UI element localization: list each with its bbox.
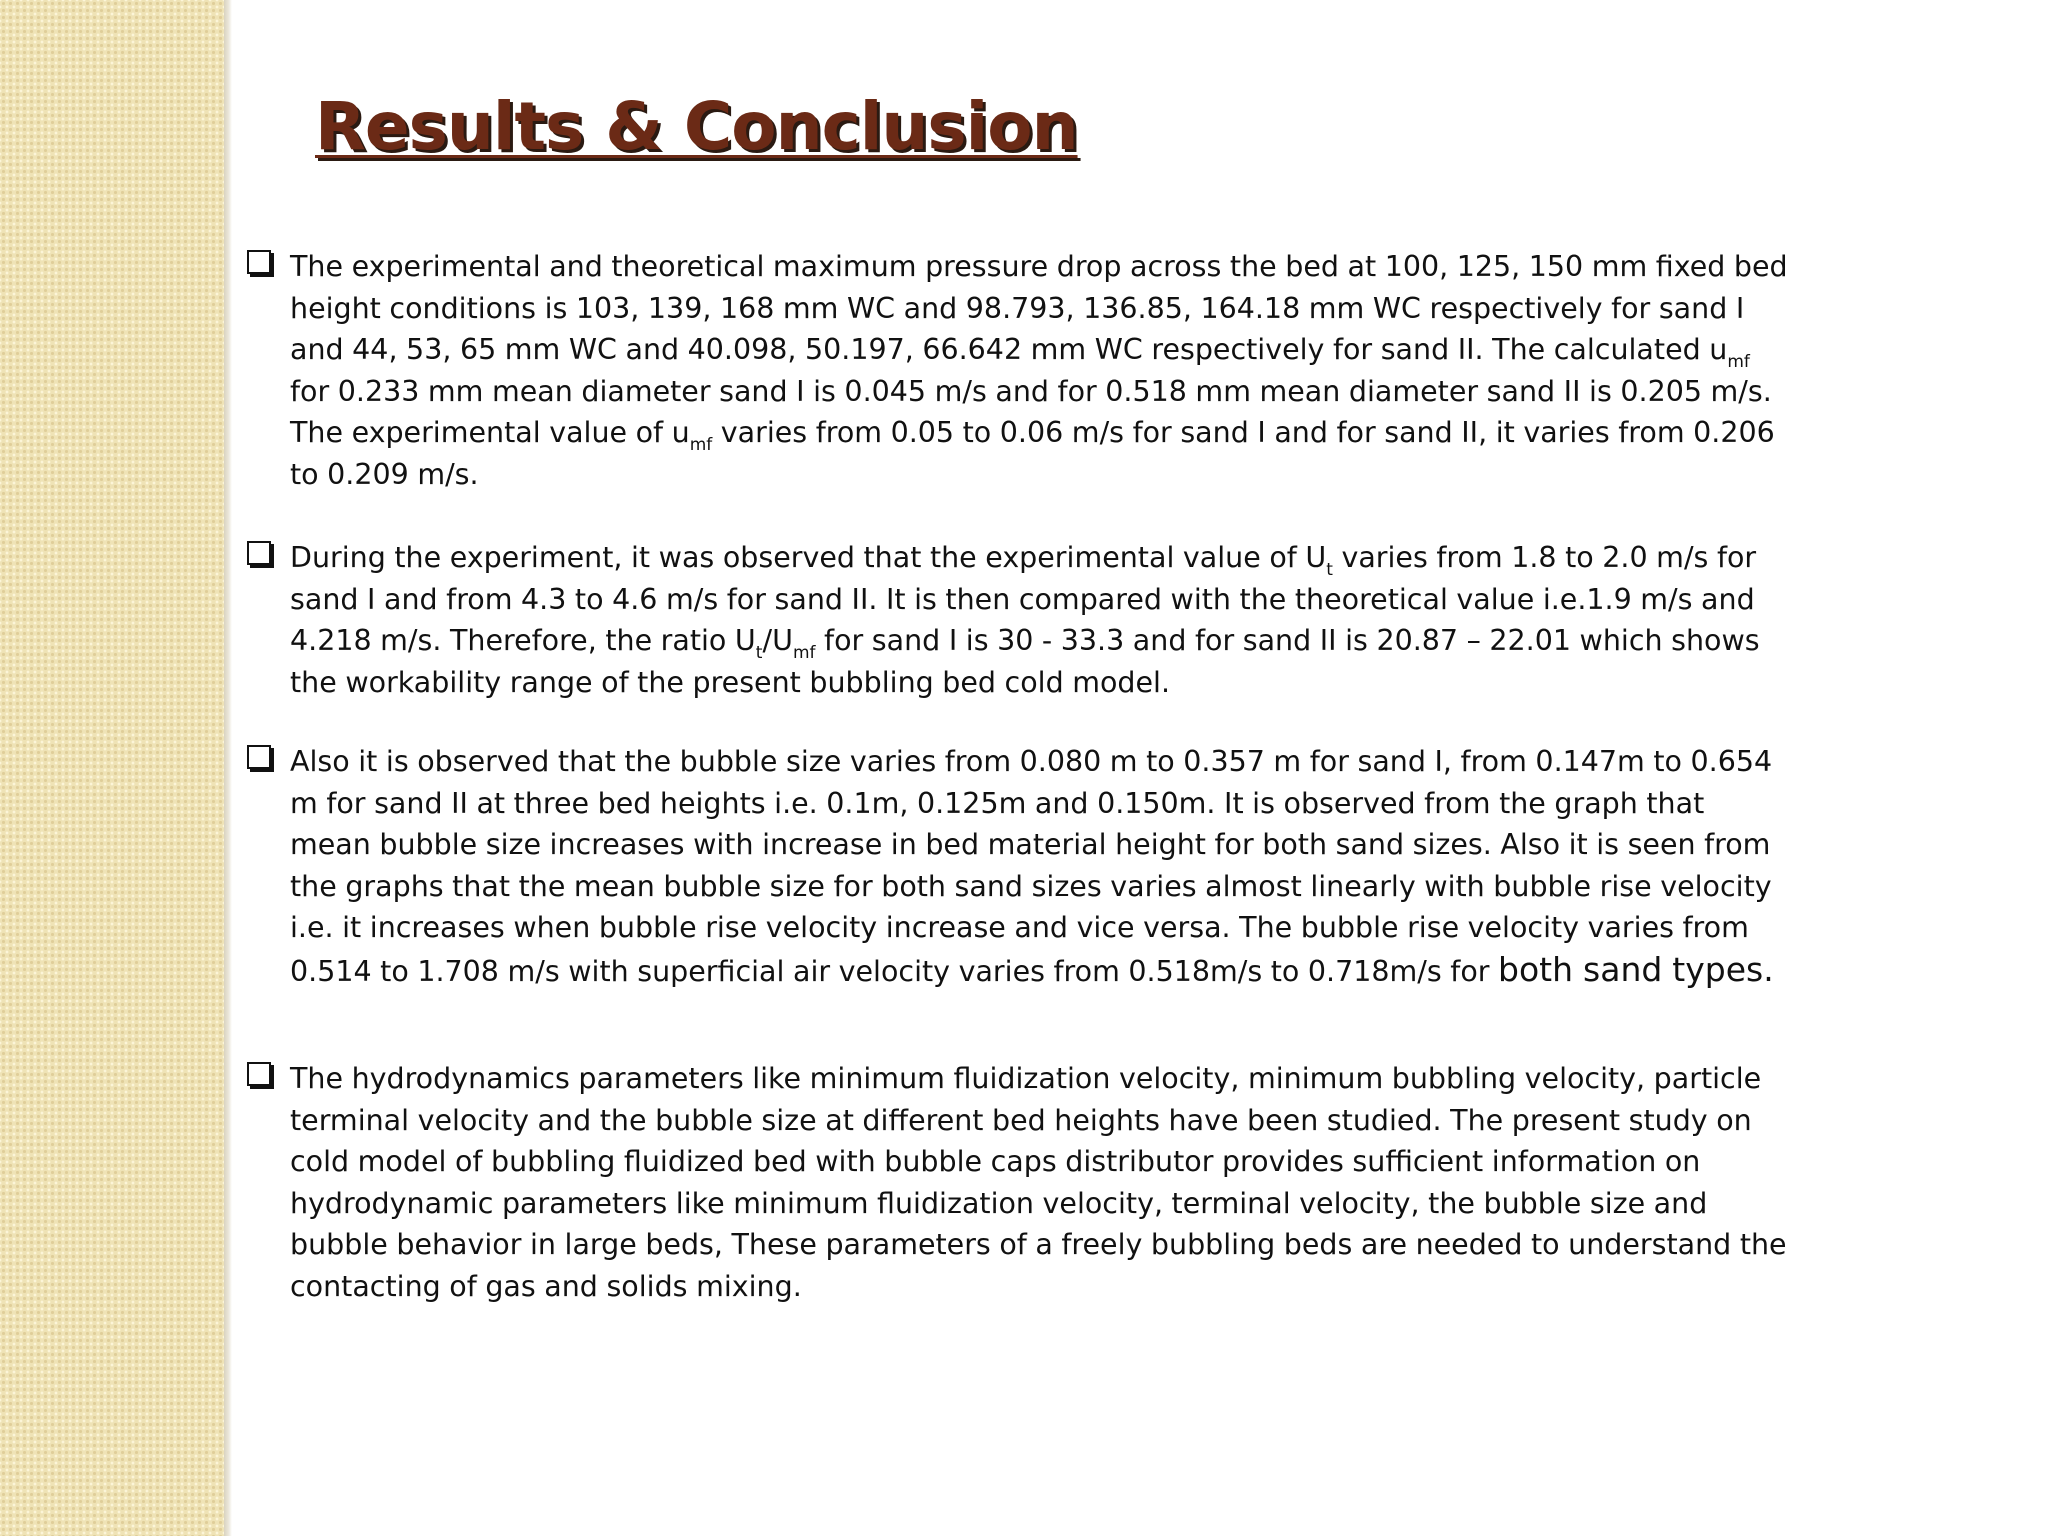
bullet-text: [290, 537, 1790, 703]
side-band-divider: [224, 0, 232, 1536]
subscript: mf: [689, 435, 713, 455]
text-run: During the experiment, it was observed that the experimental value of U: [290, 541, 1327, 574]
text-run: The experimental and theoretical maximum pressure drop across the bed at 100, 125, 150 mm fixed bed height conditions is 103, 139, 168 mm WC and 98.793, 136.85, 164.18 mm WC respectively for sand I and 44, 53, 65 mm WC and 40.098, 50.197, 66.642 mm WC respectively for sand II. The calculated u: [290, 250, 1788, 366]
bullet-item-bubble-size: [245, 741, 1790, 992]
text-run: Also it is observed that the bubble size varies from 0.080 m to 0.357 m for sand I, from 0.147m to 0.654 m for sand II at three bed heights i.e. 0.1m, 0.125m and 0.150m. It is observed from the graph that mean bubble size increases with increase in bed material height for both sand sizes. Also it is seen from the graphs that the mean bubble size for both sand sizes varies almost linearly with bubble rise velocity i.e. it increases when bubble rise velocity increase and vice versa. The bubble rise velocity varies from 0.514 to 1.708 m/s with superficial air velocity varies from 0.518m/s to 0.718m/s for: [290, 745, 1773, 988]
text-run: for sand I is 30 - 33.3 and for sand II is 20.87 – 22.01 which shows the workability range of the present bubbling bed cold model.: [290, 624, 1760, 699]
hollow-square-bullet-icon: [247, 541, 271, 565]
bullet-item-hydrodynamics: [245, 1058, 1790, 1307]
bullet-item-terminal-velocity: [245, 537, 1790, 703]
subscript: t: [1326, 560, 1333, 580]
text-run: The hydrodynamics parameters like minimum fluidization velocity, minimum bubbling velocity, particle terminal velocity and the bubble size at different bed heights have been studied. The present study on cold model of bubbling fluidized bed with bubble caps distributor provides sufficient information on hydrodynamic parameters like minimum fluidization velocity, terminal velocity, the bubble size and bubble behavior in large beds, These parameters of a freely bubbling beds are needed to understand the contacting of gas and solids mixing.: [290, 1062, 1787, 1303]
bullet-list: [245, 246, 1790, 1307]
subscript: t: [755, 643, 763, 663]
subscript: mf: [1727, 352, 1750, 372]
bullet-text: [290, 741, 1790, 992]
text-run: varies from 1.8 to 2.0 m/s for sand I and from 4.3 to 4.6 m/s for sand II. It is then compared with the theoretical value i.e.1.9 m/s and 4.218 m/s. Therefore, the ratio U: [290, 541, 1757, 657]
bullet-item-pressure-drop: [245, 246, 1790, 495]
text-run: for 0.233 mm mean diameter sand I is 0.045 m/s and for 0.518 mm mean diameter sand II is 0.205 m/s. The experimental value of u: [290, 374, 1772, 449]
subscript: mf: [792, 643, 816, 663]
hollow-square-bullet-icon: [247, 745, 271, 769]
hollow-square-bullet-icon: [247, 1062, 271, 1086]
text-run-large: both sand types.: [1498, 949, 1774, 989]
slide-title: Results & Conclusion: [315, 88, 1078, 165]
bullet-text: [290, 1058, 1790, 1307]
text-run: /U: [762, 624, 793, 657]
text-run: varies from 0.05 to 0.06 m/s for sand I and for sand II, it varies from 0.206 to 0.209 m/s.: [290, 416, 1775, 491]
hollow-square-bullet-icon: [247, 250, 271, 274]
decorative-side-band: [0, 0, 224, 1536]
bullet-text: [290, 246, 1790, 495]
